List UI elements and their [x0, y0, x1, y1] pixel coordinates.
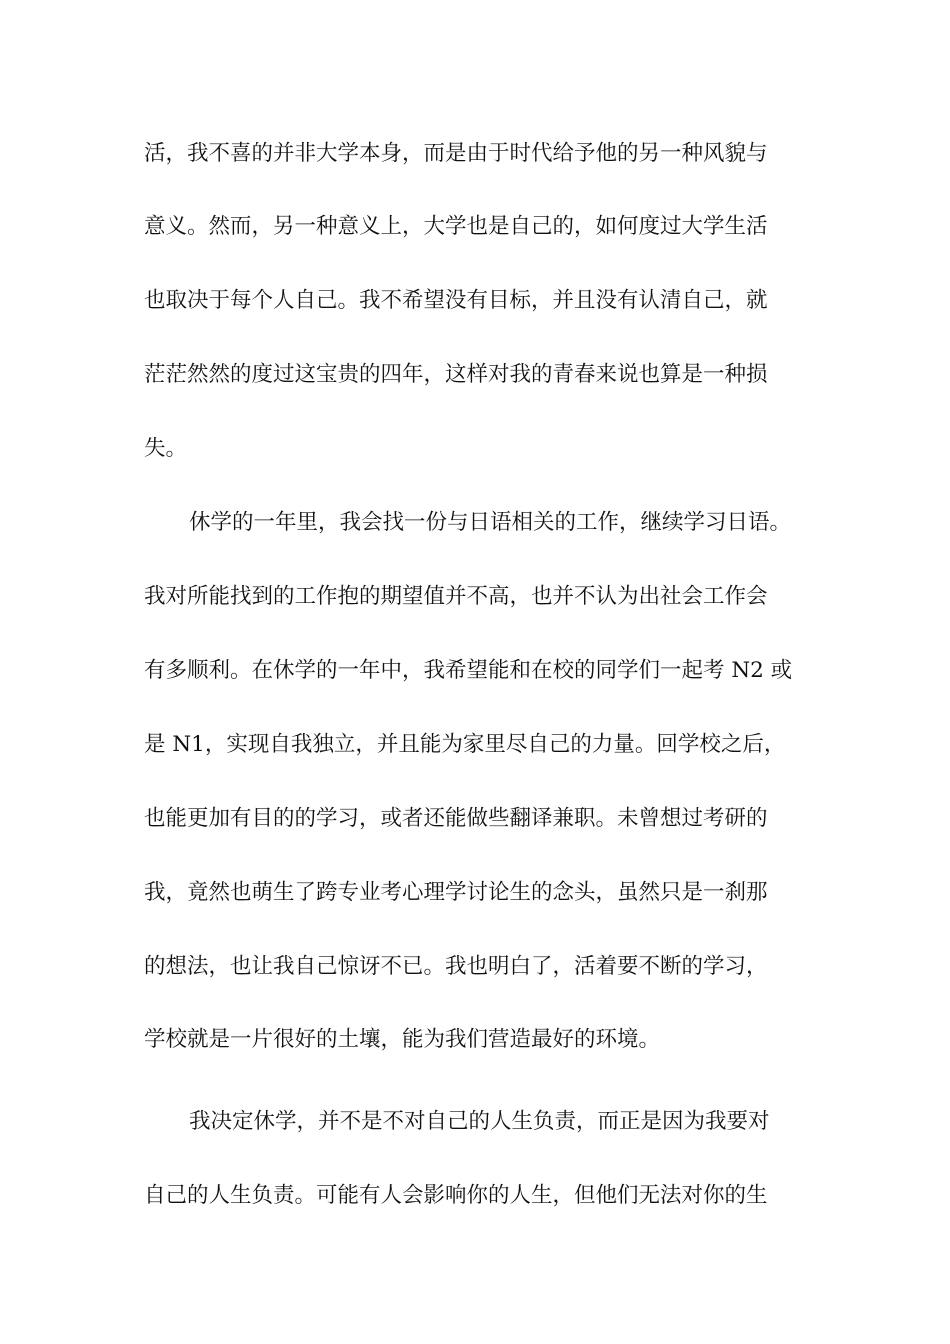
text-line: 的想法，也让我自己惊讶不已。我也明白了，活着要不断的学习， [144, 954, 768, 979]
text-line: 是 N1，实现自我独立，并且能为家里尽自己的力量。回学校之后， [144, 732, 786, 757]
text-line: 意义。然而，另一种意义上，大学也是自己的，如何度过大学生活 [144, 214, 768, 239]
text-line: 我对所能找到的工作抱的期望值并不高，也并不认为出社会工作会 [144, 584, 768, 609]
paragraph-first-line: 我决定休学，并不是不对自己的人生负责，而正是因为我要对 [189, 1109, 770, 1134]
text-line: 也能更加有目的的学习，或者还能做些翻译兼职。未曾想过考研的 [144, 806, 768, 831]
text-line: 活，我不喜的并非大学本身，而是由于时代给予他的另一种风貌与 [144, 141, 768, 166]
text-line: 学校就是一片很好的土壤，能为我们营造最好的环境。 [144, 1027, 661, 1052]
text-line: 有多顺利。在休学的一年中，我希望能和在校的同学们一起考 N2 或 [144, 658, 793, 683]
text-line: 我，竟然也萌生了跨专业考心理学讨论生的念头，虽然只是一刹那 [144, 880, 768, 905]
text-line: 也取决于每个人自己。我不希望没有目标，并且没有认清自己，就 [144, 288, 768, 313]
paragraph-first-line: 休学的一年里，我会找一份与日语相关的工作，继续学习日语。 [189, 510, 792, 535]
text-line: 自己的人生负责。可能有人会影响你的人生，但他们无法对你的生 [144, 1183, 768, 1208]
text-line: 茫茫然然的度过这宝贵的四年，这样对我的青春来说也算是一种损 [144, 362, 768, 387]
text-line: 失。 [144, 436, 188, 461]
